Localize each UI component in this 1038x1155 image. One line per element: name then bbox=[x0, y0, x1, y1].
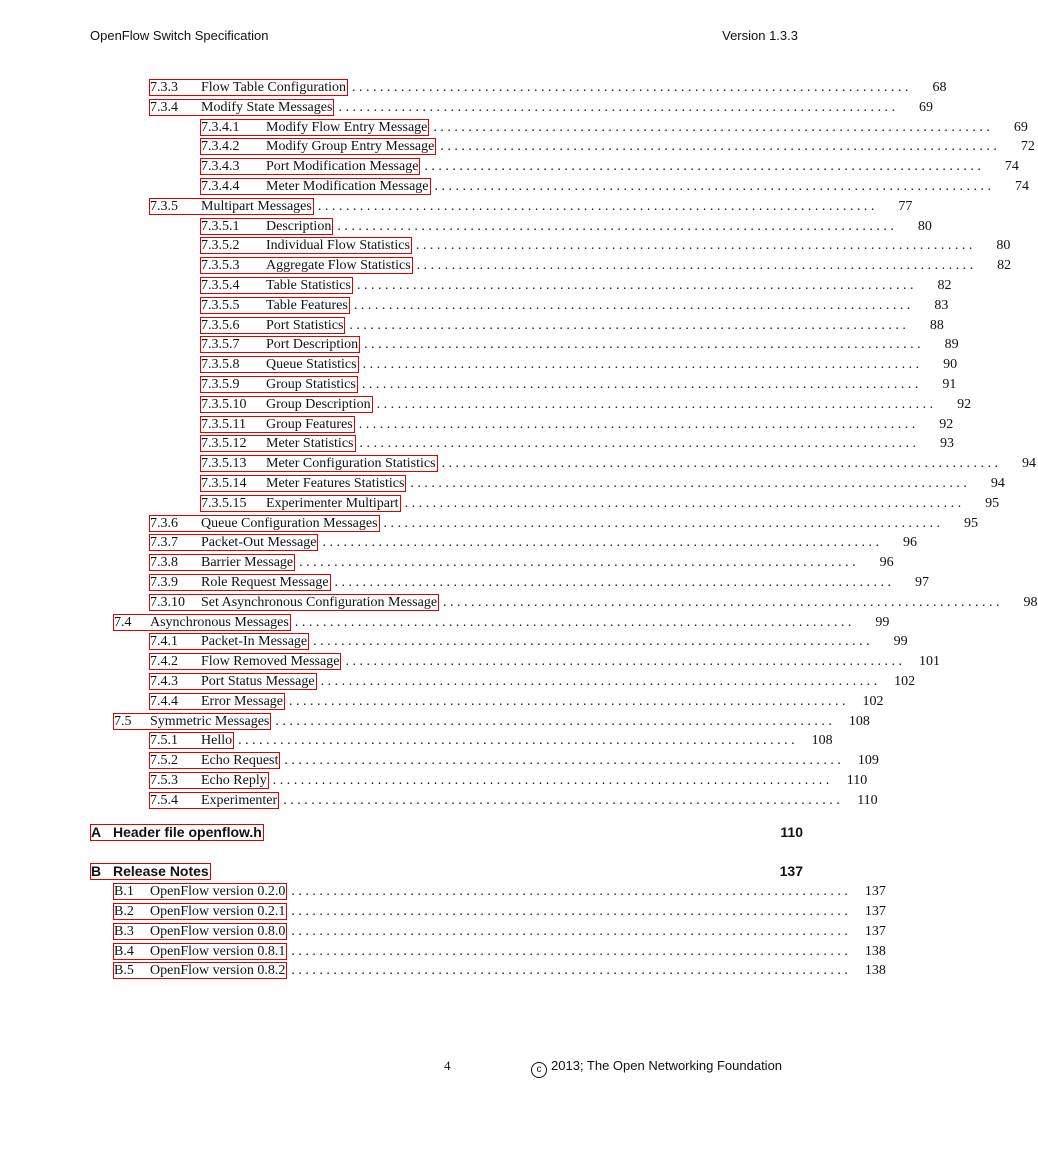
toc-entry bbox=[200, 375, 957, 394]
toc-entry-page: 69 bbox=[918, 99, 933, 115]
toc-entry-title: Table Features bbox=[266, 297, 348, 313]
toc-leader-dots: . . . . . . . . . . . . . . . . . . . . . . . . . . . . . . . . . . . . . . . . . . . . . . . . . . . . . . . . . . . . . . . . . . . . . . . . . . . . . . . . bbox=[322, 535, 879, 551]
toc-link[interactable] bbox=[200, 455, 438, 472]
toc-entry-page: 101 bbox=[918, 654, 940, 670]
toc-leader-dots: . . . . . . . . . . . . . . . . . . . . . . . . . . . . . . . . . . . . . . . . . . . . . . . . . . . . . . . . . . . . . . . . . . . . . . . . . . . . . . . . bbox=[361, 377, 919, 392]
toc-entry-page: 89 bbox=[944, 337, 959, 353]
toc-leader-dots: . . . . . . . . . . . . . . . . . . . . . . . . . . . . . . . . . . . . . . . . . . . . . . . . . . . . . . . . . . . . . . . . . . . . . . . . . . . . . . . . bbox=[299, 555, 856, 571]
toc-entry-number: 7.3.8 bbox=[150, 555, 178, 571]
toc-entry-number: 7.4 bbox=[114, 614, 132, 630]
toc-entry-title: Queue Configuration Messages bbox=[201, 515, 378, 531]
toc-leader-dots: . . . . . . . . . . . . . . . . . . . . . . . . . . . . . . . . . . . . . . . . . . . . . . . . . . . . . . . . . . . . . . . . . . . . . . . . . . . . . . . . bbox=[283, 792, 840, 808]
toc-link[interactable] bbox=[200, 336, 360, 353]
toc-entry bbox=[113, 942, 886, 961]
toc-leader-dots: . . . . . . . . . . . . . . . . . . . . . . . . . . . . . . . . . . . . . . . . . . . . . . . . . . . . . . . . . . . . . . . . . . . . . . . . . . . . . . . . bbox=[362, 357, 920, 373]
toc-entry bbox=[113, 613, 890, 632]
toc-entry-title: Meter Modification Message bbox=[266, 179, 429, 194]
toc-entry-number: 7.3.10 bbox=[150, 594, 185, 610]
toc-entry bbox=[200, 494, 1000, 513]
toc-entry bbox=[200, 236, 1011, 255]
toc-link[interactable] bbox=[200, 396, 373, 413]
toc-link[interactable] bbox=[200, 119, 429, 136]
toc-entry-page: 99 bbox=[875, 614, 890, 630]
toc-entry-page: 80 bbox=[917, 218, 932, 234]
toc-link[interactable] bbox=[200, 297, 350, 314]
toc-entry bbox=[113, 712, 870, 731]
toc-entry-title: Modify Group Entry Message bbox=[266, 139, 435, 155]
toc-entry-number: 7.5.4 bbox=[150, 792, 178, 808]
toc-entry bbox=[90, 862, 803, 881]
toc-leader-dots: . . . . . . . . . . . . . . . . . . . . . . . . . . . . . . . . . . . . . . . . . . . . . . . . . . . . . . . . . . . . . . . . . . . . . . . . . . . . . . . . bbox=[356, 278, 914, 293]
footer-page-number: 4 bbox=[444, 1058, 451, 1073]
toc-link[interactable] bbox=[149, 594, 439, 611]
toc-entry-title: Packet-In Message bbox=[201, 634, 308, 650]
toc-entry-number: 7.3.4.4 bbox=[201, 179, 240, 194]
toc-entry-number: 7.3.4.1 bbox=[201, 119, 240, 135]
toc-entry bbox=[149, 731, 833, 750]
toc-entry-number: 7.4.2 bbox=[150, 654, 178, 670]
toc-entry-page: 82 bbox=[937, 278, 952, 293]
toc-entry bbox=[200, 276, 952, 295]
toc-entry-title: Port Status Message bbox=[201, 674, 315, 689]
toc-leader-dots: . . . . . . . . . . . . . . . . . . . . . . . . . . . . . . . . . . . . . . . . . . . . . . . . . . . . . . . . . . . . . . . . . . . . . . . . . . . . . . . . bbox=[351, 80, 909, 95]
toc-entry bbox=[200, 335, 959, 354]
toc-entry-title: Symmetric Messages bbox=[150, 713, 270, 729]
toc-entry-page: 102 bbox=[894, 674, 916, 689]
toc-entry-title: Error Message bbox=[201, 693, 284, 709]
toc-entry-title: Release Notes bbox=[113, 863, 209, 880]
toc-entry-title: Queue Statistics bbox=[266, 357, 357, 373]
toc-entry bbox=[149, 692, 884, 711]
toc-entry-number: 7.3.5 bbox=[150, 198, 178, 214]
toc-entry bbox=[149, 78, 947, 97]
toc-leader-dots: . . . . . . . . . . . . . . . . . . . . . . . . . . . . . . . . . . . . . . . . . . . . . . . . . . . . . . . . . . . . . . . . . . . . . . . . . . . . . . . . bbox=[284, 753, 841, 769]
toc-leader-dots: . . . . . . . . . . . . . . . . . . . . . . . . . . . . . . . . . . . . . . . . . . . . . . . . . . . . . . . . . . . . . . . . . . . . . . . . . . . . . . . . bbox=[320, 674, 878, 689]
toc-entry bbox=[200, 316, 944, 335]
toc-entry-number: 7.3.5.1 bbox=[201, 218, 240, 234]
toc-entry-number: 7.4.4 bbox=[150, 693, 178, 709]
toc-link[interactable] bbox=[149, 574, 331, 591]
toc-entry bbox=[200, 474, 1005, 493]
toc-entry bbox=[90, 823, 803, 842]
header-version: Version 1.3.3 bbox=[722, 28, 798, 43]
toc-link[interactable] bbox=[149, 653, 341, 670]
toc-link[interactable] bbox=[200, 158, 420, 175]
toc-link[interactable] bbox=[200, 317, 345, 334]
toc-leader-dots: . . . . . . . . . . . . . . . . . . . . . . . . . . . . . . . . . . . . . . . . . . . . . . . . . . . . . . . . . . . . . . . . . . . . . . . . . . . . . . . . bbox=[317, 198, 875, 214]
toc-entry-title: Port Modification Message bbox=[266, 159, 419, 175]
toc-leader-dots: . . . . . . . . . . . . . . . . . . . . . . . . . . . . . . . . . . . . . . . . . . . . . . . . . . . . . . . . . . . . . . . . . . . . . . . . . . . . . . . . bbox=[334, 575, 892, 590]
toc-entry-title: Flow Removed Message bbox=[201, 654, 340, 670]
toc-entry-title: Experimenter bbox=[201, 792, 278, 808]
toc-entry bbox=[200, 118, 1028, 137]
toc-leader-dots: . . . . . . . . . . . . . . . . . . . . . . . . . . . . . . . . . . . . . . . . . . . . . . . . . . . . . . . . . . . . . . . . . . . . . . . . . . . . . . . . bbox=[291, 943, 848, 959]
toc-entry-number: B.5 bbox=[114, 963, 134, 979]
toc-link[interactable] bbox=[200, 178, 431, 195]
toc-link[interactable] bbox=[200, 257, 413, 274]
toc-entry-number: B.2 bbox=[114, 904, 134, 919]
toc-entry bbox=[200, 415, 954, 434]
toc-entry bbox=[149, 632, 908, 651]
toc-leader-dots: . . . . . . . . . . . . . . . . . . . . . . . . . . . . . . . . . . . . . . . . . . . . . . . . . . . . . . . . . . . . . . . . . . . . . . . . . . . . . . . . bbox=[353, 297, 911, 313]
toc-entry-page: 137 bbox=[864, 923, 886, 939]
toc-entry-page: 80 bbox=[996, 238, 1011, 254]
toc-entry-title: Packet-Out Message bbox=[201, 535, 317, 551]
toc-entry-title: Echo Request bbox=[201, 753, 279, 769]
toc-leader-dots: . . . . . . . . . . . . . . . . . . . . . . . . . . . . . . . . . . . . . . . . . . . . . . . . . . . . . . . . . . . . . . . . . . . . . . . . . . . . . . . . bbox=[337, 218, 894, 234]
toc-link[interactable] bbox=[200, 416, 355, 433]
toc-entry-title: Description bbox=[266, 218, 332, 234]
toc-entry-page: 68 bbox=[932, 80, 947, 95]
toc-entry-page: 138 bbox=[864, 963, 886, 979]
toc-entry-title: Port Description bbox=[266, 337, 359, 353]
toc-entry-page: 72 bbox=[1020, 139, 1035, 155]
toc-entry-number: 7.3.5.15 bbox=[201, 495, 247, 511]
toc-entry-page: 138 bbox=[864, 943, 886, 959]
toc-entry-page: 91 bbox=[942, 377, 957, 392]
toc-leader-dots: . . . . . . . . . . . . . . . . . . . . . . . . . . . . . . . . . . . . . . . . . . . . . . . . . . . . . . . . . . . . . . . . . . . . . . . . . . . . . . . . bbox=[383, 515, 941, 531]
toc-entry-page: 96 bbox=[902, 535, 917, 551]
toc-entry-title: Barrier Message bbox=[201, 555, 294, 571]
toc-entry-number: 7.3.5.9 bbox=[201, 377, 240, 392]
toc-link[interactable] bbox=[149, 534, 318, 551]
toc-entry-page: 94 bbox=[990, 476, 1005, 491]
toc-entry-title: Meter Statistics bbox=[266, 436, 354, 452]
toc-entry-number: 7.3.5.10 bbox=[201, 396, 247, 412]
toc-entry bbox=[149, 751, 879, 770]
toc-entry bbox=[149, 593, 1038, 612]
toc-entry-number: 7.3.5.13 bbox=[201, 456, 247, 472]
toc-entry-number: B.3 bbox=[114, 923, 134, 939]
toc-leader-dots: . . . . . . . . . . . . . . . . . . . . . . . . . . . . . . . . . . . . . . . . . . . . . . . . . . . . . . . . . . . . . . . . . . . . . . . . . . . . . . . . bbox=[294, 614, 852, 630]
toc-link[interactable] bbox=[149, 732, 234, 749]
toc-link[interactable] bbox=[113, 713, 271, 730]
toc-entry bbox=[149, 197, 913, 216]
toc-entry-title: OpenFlow version 0.8.2 bbox=[150, 963, 286, 979]
toc-entry bbox=[200, 355, 958, 374]
toc-entry-page: 137 bbox=[864, 904, 886, 919]
toc-entry-page: 74 bbox=[1004, 159, 1019, 175]
toc-entry-number: 7.3.6 bbox=[150, 515, 178, 531]
toc-entry-page: 93 bbox=[940, 436, 954, 452]
toc-entry-number: 7.3.5.3 bbox=[201, 258, 240, 274]
toc-entry-page: 69 bbox=[1013, 119, 1028, 135]
toc-entry-number: 7.5 bbox=[114, 713, 132, 729]
toc-link[interactable] bbox=[149, 554, 295, 571]
toc-entry-number: 7.3.5.7 bbox=[201, 337, 240, 353]
toc-link[interactable] bbox=[113, 943, 287, 960]
toc-entry-title: Meter Features Statistics bbox=[266, 476, 405, 491]
toc-entry-page: 108 bbox=[811, 733, 833, 749]
toc-entry-page: 88 bbox=[929, 317, 944, 333]
toc-link[interactable] bbox=[149, 198, 314, 215]
toc-entry-page: 98 bbox=[1023, 594, 1038, 610]
toc-entry bbox=[113, 882, 886, 901]
toc-leader-dots: . . . . . . . . . . . . . . . . . . . . . . . . . . . . . . . . . . . . . . . . . . . . . . . . . . . . . . . . . . . . . . . . . . . . . . . . . . . . . . . . bbox=[291, 963, 848, 979]
toc-entry-title: Group Features bbox=[266, 416, 353, 432]
toc-link[interactable] bbox=[149, 673, 317, 690]
toc-entry bbox=[149, 672, 916, 691]
toc-entry-title: Group Description bbox=[266, 396, 371, 412]
toc-entry-title: Table Statistics bbox=[266, 278, 351, 293]
toc-entry-number: 7.5.1 bbox=[150, 733, 178, 749]
toc-link[interactable] bbox=[90, 863, 211, 880]
toc-link[interactable] bbox=[149, 79, 348, 96]
toc-leader-dots: . . . . . . . . . . . . . . . . . . . . . . . . . . . . . . . . . . . . . . . . . . . . . . . . . . . . . . . . . . . . . . . . . . . . . . . . . . . . . . . . bbox=[416, 258, 974, 274]
toc-entry bbox=[149, 98, 933, 117]
toc-entry-title: OpenFlow version 0.8.1 bbox=[150, 943, 286, 959]
toc-entry bbox=[200, 157, 1019, 176]
toc-link[interactable] bbox=[200, 376, 358, 393]
toc-entry-title: Header file openflow.h bbox=[113, 823, 262, 840]
toc-entry bbox=[200, 434, 954, 453]
toc-entry-title: Meter Configuration Statistics bbox=[266, 456, 436, 472]
toc-entry-title: Individual Flow Statistics bbox=[266, 238, 410, 254]
toc-entry bbox=[200, 217, 932, 236]
toc-entry bbox=[149, 533, 917, 552]
footer-copyright bbox=[531, 1058, 782, 1078]
toc-entry-number: 7.3.5.8 bbox=[201, 357, 240, 373]
toc-entry-page: 110 bbox=[780, 823, 803, 840]
toc-entry-number: B.1 bbox=[114, 884, 134, 900]
toc-leader-dots: . . . . . . . . . . . . . . . . . . . . . . . . . . . . . . . . . . . . . . . . . . . . . . . . . . . . . . . . . . . . . . . . . . . . . . . . . . . . . . . . bbox=[349, 317, 906, 333]
toc-entry-page: 74 bbox=[1015, 179, 1030, 194]
toc-leader-dots: . . . . . . . . . . . . . . . . . . . . . . . . . . . . . . . . . . . . . . . . . . . . . . . . . . . . . . . . . . . . . . . . . . . . . . . . . . . . . . . . bbox=[440, 139, 997, 155]
toc-entry bbox=[113, 961, 886, 980]
toc-leader-dots: . . . . . . . . . . . . . . . . . . . . . . . . . . . . . . . . . . . . . . . . . . . . . . . . . . . . . . . . . . . . . . . . . . . . . . . . . . . . . . . . bbox=[238, 733, 795, 749]
toc-link[interactable] bbox=[149, 693, 285, 710]
toc-entry bbox=[149, 791, 878, 810]
toc-entry-page: 109 bbox=[857, 753, 879, 769]
toc-entry-number: 7.3.7 bbox=[150, 535, 178, 551]
copyright-text: 2013; The Open Networking Foundation bbox=[551, 1058, 783, 1073]
toc-leader-dots: . . . . . . . . . . . . . . . . . . . . . . . . . . . . . . . . . . . . . . . . . . . . . . . . . . . . . . . . . . . . . . . . . . . . . . . . . . . . . . . . bbox=[291, 904, 848, 919]
toc-entry bbox=[113, 922, 886, 941]
toc-entry bbox=[149, 771, 868, 790]
toc-entry-page: 92 bbox=[957, 396, 972, 412]
toc-entry-page: 95 bbox=[964, 515, 979, 531]
toc-entry-page: 92 bbox=[939, 416, 954, 432]
toc-leader-dots: . . . . . . . . . . . . . . . . . . . . . . . . . . . . . . . . . . . . . . . . . . . . . . . . . . . . . . . . . . . . . . . . . . . . . . . . . . . . . . . . bbox=[404, 495, 962, 511]
toc-leader-dots: . . . . . . . . . . . . . . . . . . . . . . . . . . . . . . . . . . . . . . . . . . . . . . . . . . . . . . . . . . . . . . . . . . . . . . . . . . . . . . . . bbox=[364, 337, 921, 353]
toc-entry-number: 7.3.4.2 bbox=[201, 139, 240, 155]
toc-entry bbox=[200, 177, 1030, 196]
toc-entry-number: B.4 bbox=[114, 943, 134, 959]
toc-entry-page: 97 bbox=[915, 575, 930, 590]
toc-entry-page: 95 bbox=[985, 495, 1000, 511]
toc-entry-page: 94 bbox=[1022, 456, 1037, 472]
toc-leader-dots: . . . . . . . . . . . . . . . . . . . . . . . . . . . . . . . . . . . . . . . . . . . . . . . . . . . . . . . . . . . . . . . . . . . . . . . . . . . . . . . . bbox=[272, 773, 830, 788]
toc-link[interactable] bbox=[200, 475, 406, 492]
toc-entry-title: Echo Reply bbox=[201, 773, 267, 788]
toc-entry-page: 77 bbox=[898, 198, 913, 214]
toc-entry-title: Flow Table Configuration bbox=[201, 80, 346, 95]
toc-leader-dots: . . . . . . . . . . . . . . . . . . . . . . . . . . . . . . . . . . . . . . . . . . . . . . . . . . . . . . . . . . . . . . . . . . . . . . . . . . . . . . . . bbox=[345, 654, 902, 670]
toc-entry-number: 7.3.4.3 bbox=[201, 159, 240, 175]
toc-entry-number: 7.3.5.2 bbox=[201, 238, 240, 254]
toc-entry-page: 82 bbox=[997, 258, 1012, 274]
toc-leader-dots: . . . . . . . . . . . . . . . . . . . . . . . . . . . . . . . . . . . . . . . . . . . . . . . . . . . . . . . . . . . . . . . . . . . . . . . . . . . . . . . . bbox=[338, 99, 895, 115]
toc-entry-number: 7.3.5.5 bbox=[201, 297, 240, 313]
toc-entry-page: 110 bbox=[846, 773, 868, 788]
toc-entry-title: Experimenter Multipart bbox=[266, 495, 399, 511]
toc-entry-title: Hello bbox=[201, 733, 233, 749]
toc-entry-page: 90 bbox=[943, 357, 958, 373]
toc-link[interactable] bbox=[113, 883, 287, 900]
toc-link[interactable] bbox=[200, 277, 353, 294]
toc-entry-number: 7.3.9 bbox=[150, 575, 178, 590]
copyright-icon: c bbox=[531, 1062, 547, 1078]
toc-link[interactable] bbox=[149, 515, 380, 532]
toc-link[interactable] bbox=[200, 218, 333, 235]
toc-entry-number: 7.3.5.4 bbox=[201, 278, 240, 293]
toc-entry-number: B bbox=[91, 863, 102, 880]
toc-entry-title: Modify Flow Entry Message bbox=[266, 119, 428, 135]
toc-leader-dots: . . . . . . . . . . . . . . . . . . . . . . . . . . . . . . . . . . . . . . . . . . . . . . . . . . . . . . . . . . . . . . . . . . . . . . . . . . . . . . . . bbox=[424, 159, 981, 175]
toc-leader-dots: . . . . . . . . . . . . . . . . . . . . . . . . . . . . . . . . . . . . . . . . . . . . . . . . . . . . . . . . . . . . . . . . . . . . . . . . . . . . . . . . bbox=[358, 416, 916, 432]
toc-link[interactable] bbox=[149, 633, 309, 650]
toc-link[interactable] bbox=[113, 903, 287, 920]
toc-link[interactable] bbox=[113, 962, 287, 979]
toc-link[interactable] bbox=[149, 792, 279, 809]
toc-entry bbox=[149, 553, 894, 572]
toc-entry bbox=[149, 514, 979, 533]
toc-entry-page: 110 bbox=[857, 792, 878, 808]
toc-entry bbox=[200, 256, 1012, 275]
toc-leader-dots: . . . . . . . . . . . . . . . . . . . . . . . . . . . . . . . . . . . . . . . . . . . . . . . . . . . . . . . . . . . . . . . . . . . . . . . . . . . . . . . . bbox=[415, 238, 973, 254]
toc-entry-title: Multipart Messages bbox=[201, 198, 312, 214]
toc-leader-dots: . . . . . . . . . . . . . . . . . . . . . . . . . . . . . . . . . . . . . . . . . . . . . . . . . . . . . . . . . . . . . . . . . . . . . . . . . . . . . . . . bbox=[443, 594, 1000, 610]
toc-entry bbox=[113, 902, 886, 921]
header-title: OpenFlow Switch Specification bbox=[90, 28, 269, 43]
toc-leader-dots: . . . . . . . . . . . . . . . . . . . . . . . . . . . . . . . . . . . . . . . . . . . . . . . . . . . . . . . . . . . . . . . . . . . . . . . . . . . . . . . . bbox=[291, 884, 848, 900]
toc-entry-page: 102 bbox=[862, 693, 884, 709]
toc-entry-number: 7.3.4 bbox=[150, 99, 178, 115]
toc-entry-page: 99 bbox=[893, 634, 908, 650]
toc-link[interactable] bbox=[149, 772, 269, 789]
toc-link[interactable] bbox=[149, 752, 280, 769]
toc-entry-number: 7.3.3 bbox=[150, 80, 178, 95]
toc-leader-dots: . . . . . . . . . . . . . . . . . . . . . . . . . . . . . . . . . . . . . . . . . . . . . . . . . . . . . . . . . . . . . . . . . . . . . . . . . . . . . . . . bbox=[289, 693, 846, 709]
toc-entry-title: OpenFlow version 0.2.1 bbox=[150, 904, 286, 919]
toc-leader-dots: . . . . . . . . . . . . . . . . . . . . . . . . . . . . . . . . . . . . . . . . . . . . . . . . . . . . . . . . . . . . . . . . . . . . . . . . . . . . . . . . bbox=[434, 179, 992, 194]
toc-link[interactable] bbox=[113, 923, 287, 940]
toc-entry bbox=[149, 652, 940, 671]
toc-link[interactable] bbox=[200, 237, 412, 254]
toc-entry-title: Modify State Messages bbox=[201, 99, 333, 115]
toc-link[interactable] bbox=[90, 824, 264, 841]
toc-entry-number: 7.4.1 bbox=[150, 634, 178, 650]
toc-leader-dots: . . . . . . . . . . . . . . . . . . . . . . . . . . . . . . . . . . . . . . . . . . . . . . . . . . . . . . . . . . . . . . . . . . . . . . . . . . . . . . . . bbox=[359, 436, 916, 452]
toc-entry-page: 96 bbox=[879, 555, 894, 571]
toc-entry-title: OpenFlow version 0.8.0 bbox=[150, 923, 286, 939]
toc-entry-number: 7.4.3 bbox=[150, 674, 178, 689]
toc-entry bbox=[200, 395, 972, 414]
toc-link[interactable] bbox=[200, 138, 436, 155]
toc-entry-page: 137 bbox=[779, 863, 803, 880]
toc-entry bbox=[200, 454, 1037, 473]
toc-entry-number: 7.5.2 bbox=[150, 753, 178, 769]
toc-entry-number: 7.3.5.12 bbox=[201, 436, 247, 452]
toc-leader-dots: . . . . . . . . . . . . . . . . . . . . . . . . . . . . . . . . . . . . . . . . . . . . . . . . . . . . . . . . . . . . . . . . . . . . . . . . . . . . . . . . bbox=[441, 456, 999, 472]
toc-entry-title: Aggregate Flow Statistics bbox=[266, 258, 411, 274]
toc-entry-number: 7.3.5.11 bbox=[201, 416, 246, 432]
toc-entry-title: Set Asynchronous Configuration Message bbox=[201, 594, 438, 610]
toc-link[interactable] bbox=[149, 99, 334, 116]
toc-entry-title: Port Statistics bbox=[266, 317, 344, 333]
toc-entry bbox=[149, 573, 930, 592]
toc-entry-title: Role Request Message bbox=[201, 575, 329, 590]
toc-entry-number: 7.5.3 bbox=[150, 773, 178, 788]
toc-leader-dots: . . . . . . . . . . . . . . . . . . . . . . . . . . . . . . . . . . . . . . . . . . . . . . . . . . . . . . . . . . . . . . . . . . . . . . . . . . . . . . . . bbox=[410, 476, 967, 491]
toc-link[interactable] bbox=[200, 435, 356, 452]
toc-entry-page: 83 bbox=[934, 297, 949, 313]
toc-entry-number: 7.3.5.14 bbox=[201, 476, 247, 491]
toc-entry bbox=[200, 137, 1035, 156]
toc-leader-dots: . . . . . . . . . . . . . . . . . . . . . . . . . . . . . . . . . . . . . . . . . . . . . . . . . . . . . . . . . . . . . . . . . . . . . . . . . . . . . . . . bbox=[433, 119, 990, 135]
toc-entry-page: 137 bbox=[864, 884, 886, 900]
toc-leader-dots: . . . . . . . . . . . . . . . . . . . . . . . . . . . . . . . . . . . . . . . . . . . . . . . . . . . . . . . . . . . . . . . . . . . . . . . . . . . . . . . . bbox=[291, 923, 848, 939]
toc-entry bbox=[200, 296, 949, 315]
toc-entry-page: 108 bbox=[848, 713, 870, 729]
toc-leader-dots: . . . . . . . . . . . . . . . . . . . . . . . . . . . . . . . . . . . . . . . . . . . . . . . . . . . . . . . . . . . . . . . . . . . . . . . . . . . . . . . . bbox=[313, 634, 870, 650]
toc-leader-dots: . . . . . . . . . . . . . . . . . . . . . . . . . . . . . . . . . . . . . . . . . . . . . . . . . . . . . . . . . . . . . . . . . . . . . . . . . . . . . . . . bbox=[275, 713, 832, 729]
toc-entry-number: 7.3.5.6 bbox=[201, 317, 240, 333]
toc-entry-title: OpenFlow version 0.2.0 bbox=[150, 884, 286, 900]
toc-link[interactable] bbox=[200, 495, 401, 512]
toc-entry-title: Group Statistics bbox=[266, 377, 356, 392]
toc-leader-dots: . . . . . . . . . . . . . . . . . . . . . . . . . . . . . . . . . . . . . . . . . . . . . . . . . . . . . . . . . . . . . . . . . . . . . . . . . . . . . . . . bbox=[376, 396, 934, 412]
toc-link[interactable] bbox=[113, 614, 291, 631]
toc-entry-number: A bbox=[91, 823, 102, 840]
toc-entry-title: Asynchronous Messages bbox=[150, 614, 289, 630]
toc-link[interactable] bbox=[200, 356, 359, 373]
